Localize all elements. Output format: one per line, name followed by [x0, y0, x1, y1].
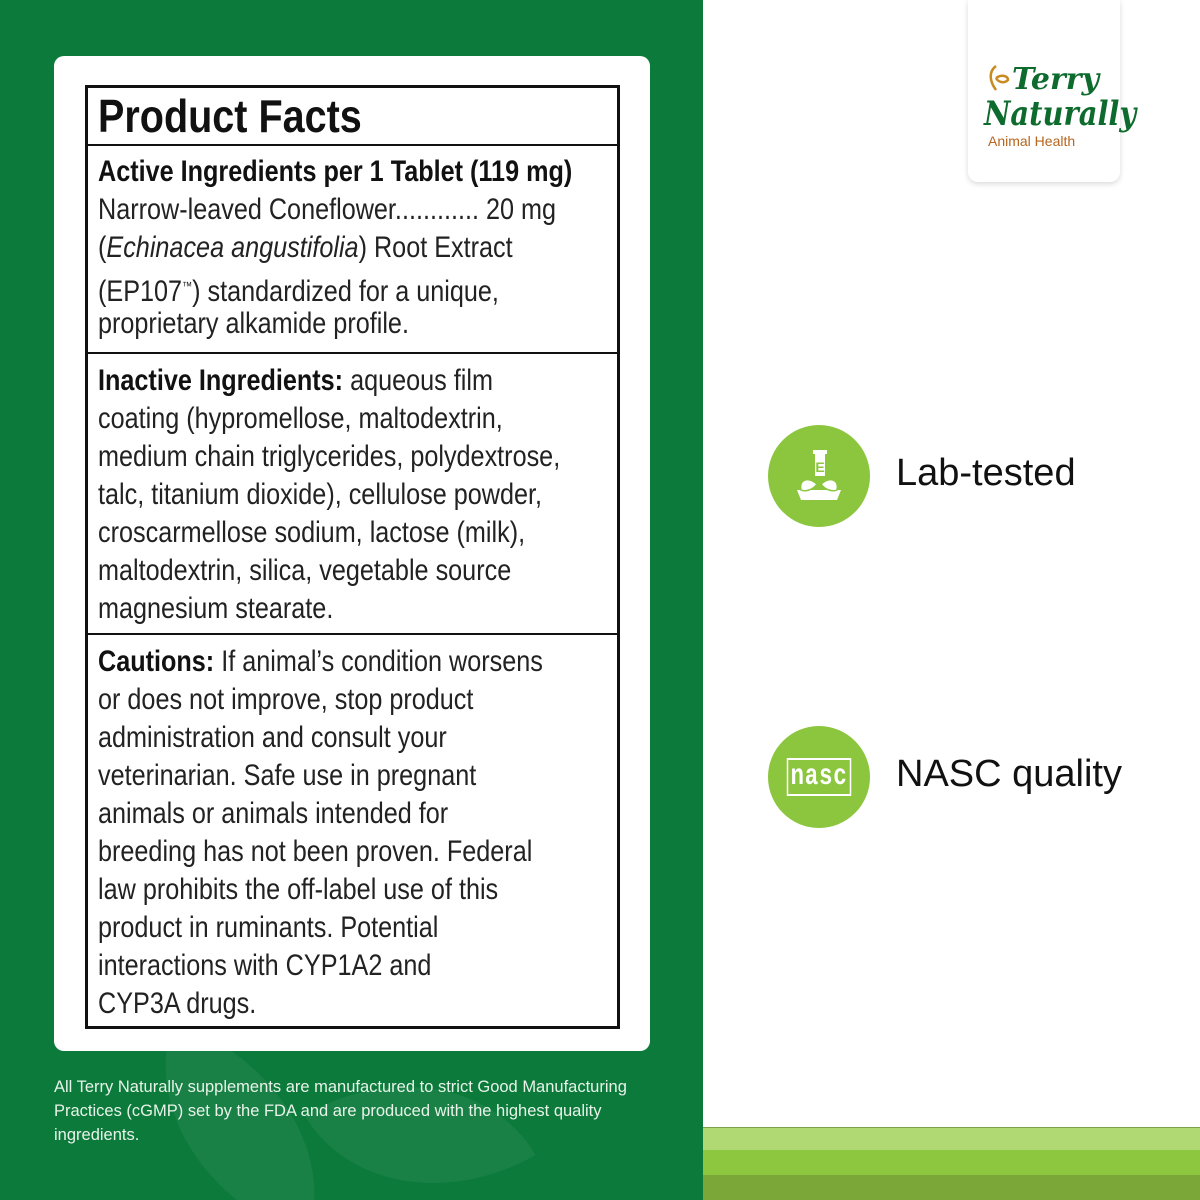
inactive-ingredients-section: [88, 354, 617, 635]
product-facts-card: [54, 56, 650, 1051]
facts-title-row: [88, 88, 617, 146]
inactive-line: talc, titanium dioxide), cellulose powder,: [98, 478, 543, 511]
logo-subtitle: Animal Health: [988, 133, 1076, 149]
caution-line: or does not improve, stop product: [98, 683, 474, 716]
lab-flask-leaf-icon: [768, 425, 870, 527]
inactive-line: medium chain triglycerides, polydextrose,: [98, 440, 561, 473]
active-heading: Active Ingredients per 1 Tablet (119 mg): [98, 155, 573, 188]
caution-line: animals or animals intended for: [98, 797, 449, 830]
brand-logo: [968, 0, 1137, 182]
logo-text: Naturally: [984, 94, 1137, 134]
ingredient-line: (EP107™) standardized for a unique,: [98, 275, 499, 308]
feature-label-lab-tested: Lab-tested: [896, 452, 1076, 494]
ingredient-line: proprietary alkamide profile.: [98, 307, 409, 340]
active-ingredients-section: [88, 146, 617, 354]
nasc-icon: [768, 726, 870, 828]
stripe: [703, 1150, 1200, 1175]
inactive-line: coating (hypromellose, maltodextrin,: [98, 402, 503, 435]
caution-line: product in ruminants. Potential: [98, 911, 439, 944]
inactive-line: magnesium stearate.: [98, 592, 334, 625]
inactive-line: croscarmellose sodium, lactose (milk),: [98, 516, 526, 549]
caution-line: Cautions: If animal’s condition worsens: [98, 645, 543, 678]
inactive-line: maltodextrin, silica, vegetable source: [98, 554, 512, 587]
caution-line: breeding has not been proven. Federal: [98, 835, 533, 868]
caution-line: law prohibits the off-label use of this: [98, 873, 499, 906]
caution-line: administration and consult your: [98, 721, 447, 754]
ingredient-line: Narrow-leaved Coneflower............ 20 mg: [98, 193, 556, 226]
gmp-footnote: All Terry Naturally supplements are manufactured to strict Good Manufacturing Practices (cGMP) set by the FDA and are produced with the highest quality ingredients.: [54, 1078, 627, 1144]
svg-text:E: E: [815, 459, 825, 475]
leaf-logo-icon: [988, 64, 1010, 94]
logo-text: Terry: [1012, 62, 1100, 97]
nasc-badge-text: nasc: [787, 758, 852, 796]
inactive-line: Inactive Ingredients: aqueous film: [98, 364, 493, 397]
facts-title: Product Facts: [98, 90, 362, 142]
ingredient-line: (Echinacea angustifolia) Root Extract: [98, 231, 513, 264]
stripe: [703, 1127, 1200, 1150]
product-facts-box: [85, 85, 620, 1029]
feature-label-nasc: NASC quality: [896, 753, 1122, 795]
caution-line: CYP3A drugs.: [98, 987, 257, 1020]
caution-line: interactions with CYP1A2 and: [98, 949, 432, 982]
stripe: [703, 1175, 1200, 1200]
caution-line: veterinarian. Safe use in pregnant: [98, 759, 477, 792]
cautions-section: [88, 635, 617, 1026]
